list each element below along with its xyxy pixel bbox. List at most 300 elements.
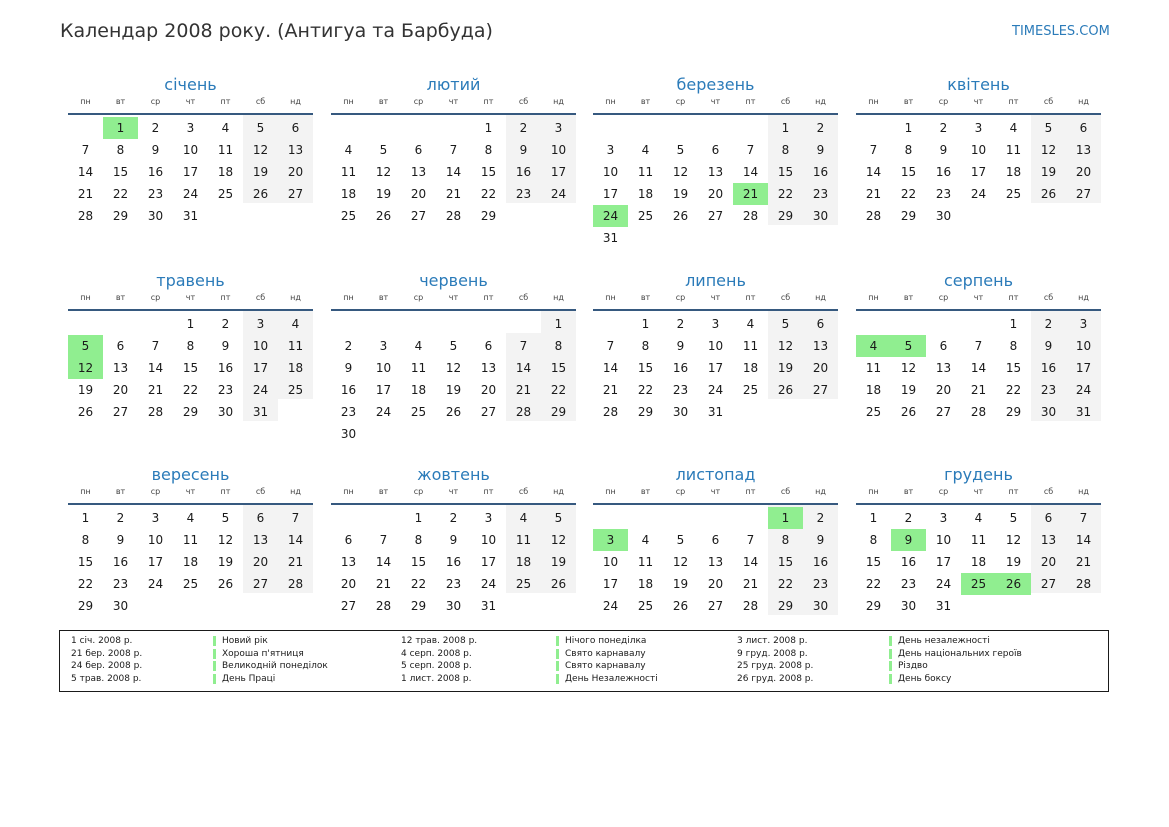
day-cell: 16 [147, 165, 164, 179]
day-cell: 12 [445, 361, 462, 375]
day-cell: 17 [935, 555, 952, 569]
day-cell: 2 [344, 339, 353, 353]
day-cell: 21 [515, 383, 532, 397]
legend-holiday-name: Свято карнавалу [556, 649, 646, 659]
weekday-header: сб [518, 97, 529, 106]
weekday-header: пн [868, 487, 879, 496]
weekday-header: ср [413, 293, 424, 302]
holiday-day-cell: 3 [593, 529, 628, 551]
header-rule [68, 113, 313, 115]
day-cell: 23 [147, 187, 164, 201]
day-cell: 28 [865, 209, 882, 223]
legend-date: 5 серп. 2008 р. [401, 661, 472, 671]
legend-holiday-name: День Незалежності [556, 674, 658, 684]
day-cell: 13 [707, 165, 724, 179]
weekday-header: ср [938, 97, 949, 106]
header-rule [856, 503, 1101, 505]
day-cell: 18 [217, 165, 234, 179]
day-cell: 3 [1079, 317, 1088, 331]
day-cell: 11 [637, 555, 654, 569]
day-cell: 23 [672, 383, 689, 397]
day-cell: 11 [515, 533, 532, 547]
day-cell: 8 [414, 533, 423, 547]
day-cell: 6 [344, 533, 353, 547]
day-cell: 24 [602, 599, 619, 613]
day-cell: 14 [602, 361, 619, 375]
day-cell: 5 [676, 143, 685, 157]
day-cell: 5 [1009, 511, 1018, 525]
weekday-header: сб [1043, 293, 1054, 302]
day-cell: 20 [707, 577, 724, 591]
day-cell: 28 [1075, 577, 1092, 591]
day-cell: 2 [816, 121, 825, 135]
day-cell: 30 [935, 209, 952, 223]
day-cell: 17 [970, 165, 987, 179]
day-cell: 27 [480, 405, 497, 419]
month-name: липень [685, 271, 746, 290]
weekday-header: пт [745, 293, 756, 302]
day-cell: 18 [865, 383, 882, 397]
day-cell: 6 [1044, 511, 1053, 525]
day-cell: 15 [112, 165, 129, 179]
day-cell: 26 [672, 209, 689, 223]
day-cell: 10 [147, 533, 164, 547]
day-cell: 30 [112, 599, 129, 613]
day-cell: 2 [449, 511, 458, 525]
day-cell: 7 [746, 533, 755, 547]
day-cell: 19 [217, 555, 234, 569]
day-cell: 27 [1075, 187, 1092, 201]
day-cell: 18 [182, 555, 199, 569]
legend-date: 24 бер. 2008 р. [71, 661, 143, 671]
day-cell: 28 [970, 405, 987, 419]
day-cell: 16 [1040, 361, 1057, 375]
day-cell: 13 [935, 361, 952, 375]
weekday-header: пт [745, 487, 756, 496]
day-cell: 19 [375, 187, 392, 201]
day-cell: 21 [287, 555, 304, 569]
day-cell: 6 [1079, 121, 1088, 135]
day-cell: 29 [777, 599, 794, 613]
day-cell: 28 [602, 405, 619, 419]
day-cell: 19 [672, 187, 689, 201]
weekday-header: сб [255, 293, 266, 302]
day-cell: 24 [375, 405, 392, 419]
day-cell: 30 [900, 599, 917, 613]
day-cell: 6 [939, 339, 948, 353]
weekday-header: нд [1078, 97, 1089, 106]
weekday-header: нд [553, 97, 564, 106]
day-cell: 26 [550, 577, 567, 591]
month-name: грудень [944, 465, 1013, 484]
weekday-header: нд [553, 487, 564, 496]
day-cell: 5 [256, 121, 265, 135]
day-cell: 16 [217, 361, 234, 375]
holiday-day-cell: 26 [996, 573, 1031, 595]
day-cell: 29 [1005, 405, 1022, 419]
day-cell: 17 [147, 555, 164, 569]
day-cell: 18 [515, 555, 532, 569]
weekday-header: вт [903, 487, 914, 496]
legend-holiday-name: День Праці [213, 674, 275, 684]
weekday-header: вт [378, 293, 389, 302]
weekday-header: пн [80, 293, 91, 302]
day-cell: 9 [816, 533, 825, 547]
day-cell: 22 [77, 577, 94, 591]
day-cell: 8 [116, 143, 125, 157]
day-cell: 14 [375, 555, 392, 569]
day-cell: 25 [217, 187, 234, 201]
weekday-header: ср [675, 293, 686, 302]
day-cell: 14 [742, 555, 759, 569]
weekday-header: нд [290, 293, 301, 302]
day-cell: 15 [865, 555, 882, 569]
day-cell: 11 [1005, 143, 1022, 157]
weekday-header: сб [255, 97, 266, 106]
day-cell: 25 [865, 405, 882, 419]
day-cell: 26 [217, 577, 234, 591]
day-cell: 19 [777, 361, 794, 375]
day-cell: 1 [554, 317, 563, 331]
day-cell: 17 [707, 361, 724, 375]
legend-holiday-name: День боксу [889, 674, 951, 684]
day-cell: 2 [151, 121, 160, 135]
day-cell: 14 [970, 361, 987, 375]
day-cell: 14 [445, 165, 462, 179]
weekday-header: нд [553, 293, 564, 302]
header-rule [856, 113, 1101, 115]
month-name: квітень [947, 75, 1010, 94]
day-cell: 10 [1075, 339, 1092, 353]
day-cell: 6 [484, 339, 493, 353]
month-block [331, 271, 576, 451]
day-cell: 18 [637, 577, 654, 591]
weekday-header: чт [448, 487, 459, 496]
day-cell: 7 [519, 339, 528, 353]
day-cell: 27 [707, 209, 724, 223]
weekday-header: вт [378, 97, 389, 106]
day-cell: 19 [445, 383, 462, 397]
day-cell: 13 [287, 143, 304, 157]
day-cell: 18 [287, 361, 304, 375]
day-cell: 15 [637, 361, 654, 375]
day-cell: 20 [812, 361, 829, 375]
day-cell: 26 [900, 405, 917, 419]
day-cell: 29 [410, 599, 427, 613]
day-cell: 24 [252, 383, 269, 397]
day-cell: 28 [742, 209, 759, 223]
header-rule [331, 503, 576, 505]
day-cell: 25 [1005, 187, 1022, 201]
day-cell: 12 [550, 533, 567, 547]
day-cell: 13 [410, 165, 427, 179]
day-cell: 8 [554, 339, 563, 353]
day-cell: 29 [480, 209, 497, 223]
day-cell: 20 [707, 187, 724, 201]
month-name: лютий [426, 75, 481, 94]
day-cell: 16 [900, 555, 917, 569]
header-rule [68, 309, 313, 311]
day-cell: 21 [77, 187, 94, 201]
day-cell: 8 [186, 339, 195, 353]
day-cell: 28 [287, 577, 304, 591]
day-cell: 16 [672, 361, 689, 375]
day-cell: 29 [550, 405, 567, 419]
day-cell: 21 [375, 577, 392, 591]
weekday-header: сб [1043, 487, 1054, 496]
day-cell: 17 [602, 187, 619, 201]
day-cell: 12 [217, 533, 234, 547]
day-cell: 24 [182, 187, 199, 201]
day-cell: 22 [550, 383, 567, 397]
day-cell: 4 [344, 143, 353, 157]
day-cell: 17 [602, 577, 619, 591]
day-cell: 3 [151, 511, 160, 525]
day-cell: 16 [812, 555, 829, 569]
day-cell: 13 [707, 555, 724, 569]
day-cell: 1 [641, 317, 650, 331]
day-cell: 13 [1040, 533, 1057, 547]
day-cell: 24 [935, 577, 952, 591]
day-cell: 2 [939, 121, 948, 135]
day-cell: 30 [812, 209, 829, 223]
day-cell: 2 [676, 317, 685, 331]
day-cell: 12 [777, 339, 794, 353]
weekday-header: пн [343, 97, 354, 106]
day-cell: 4 [1009, 121, 1018, 135]
day-cell: 3 [256, 317, 265, 331]
day-cell: 31 [252, 405, 269, 419]
weekday-header: ср [413, 97, 424, 106]
weekday-header: нд [815, 487, 826, 496]
holiday-day-cell: 25 [961, 573, 996, 595]
day-cell: 10 [970, 143, 987, 157]
month-name: жовтень [417, 465, 490, 484]
legend-holiday-name: Нічого понеділка [556, 636, 646, 646]
day-cell: 25 [637, 599, 654, 613]
day-cell: 20 [252, 555, 269, 569]
weekday-header: пн [343, 487, 354, 496]
day-cell: 13 [1075, 143, 1092, 157]
day-cell: 10 [182, 143, 199, 157]
day-cell: 28 [742, 599, 759, 613]
day-cell: 5 [676, 533, 685, 547]
day-cell: 6 [291, 121, 300, 135]
legend-date: 1 січ. 2008 р. [71, 636, 133, 646]
day-cell: 12 [900, 361, 917, 375]
weekday-header: ср [675, 97, 686, 106]
weekday-header: пт [220, 487, 231, 496]
weekday-header: пт [1008, 293, 1019, 302]
weekday-header: чт [185, 487, 196, 496]
legend-holiday-name: Різдво [889, 661, 928, 671]
day-cell: 19 [900, 383, 917, 397]
month-name: серпень [944, 271, 1013, 290]
day-cell: 1 [186, 317, 195, 331]
day-cell: 25 [515, 577, 532, 591]
day-cell: 29 [182, 405, 199, 419]
day-cell: 15 [900, 165, 917, 179]
day-cell: 17 [480, 555, 497, 569]
day-cell: 9 [816, 143, 825, 157]
day-cell: 2 [221, 317, 230, 331]
day-cell: 18 [410, 383, 427, 397]
legend-date: 21 бер. 2008 р. [71, 648, 143, 659]
month-name: листопад [675, 465, 756, 484]
day-cell: 9 [939, 143, 948, 157]
brand-link[interactable]: TIMESLES.COM [1012, 24, 1110, 39]
day-cell: 15 [777, 165, 794, 179]
day-cell: 1 [869, 511, 878, 525]
weekday-header: нд [290, 487, 301, 496]
weekday-header: нд [815, 293, 826, 302]
weekday-header: сб [1043, 97, 1054, 106]
day-cell: 25 [637, 209, 654, 223]
weekday-header: ср [413, 487, 424, 496]
day-cell: 29 [77, 599, 94, 613]
day-cell: 20 [112, 383, 129, 397]
header-rule [856, 309, 1101, 311]
day-cell: 27 [112, 405, 129, 419]
day-cell: 13 [340, 555, 357, 569]
day-cell: 11 [287, 339, 304, 353]
weekday-header: пн [605, 487, 616, 496]
legend-date: 12 трав. 2008 р. [401, 636, 478, 646]
weekday-header: вт [903, 97, 914, 106]
day-cell: 22 [777, 577, 794, 591]
day-cell: 26 [252, 187, 269, 201]
day-cell: 19 [672, 577, 689, 591]
day-cell: 8 [904, 143, 913, 157]
day-cell: 4 [186, 511, 195, 525]
day-cell: 31 [1075, 405, 1092, 419]
day-cell: 19 [1040, 165, 1057, 179]
weekday-header: сб [518, 293, 529, 302]
weekday-header: ср [150, 97, 161, 106]
header-rule [593, 113, 838, 115]
day-cell: 1 [81, 511, 90, 525]
day-cell: 26 [1040, 187, 1057, 201]
weekday-header: вт [115, 293, 126, 302]
weekday-header: вт [115, 97, 126, 106]
legend-date: 25 груд. 2008 р. [737, 661, 814, 671]
legend-date: 4 серп. 2008 р. [401, 648, 472, 659]
day-cell: 7 [291, 511, 300, 525]
weekday-header: пт [745, 97, 756, 106]
day-cell: 17 [182, 165, 199, 179]
day-cell: 4 [519, 511, 528, 525]
day-cell: 27 [410, 209, 427, 223]
day-cell: 23 [935, 187, 952, 201]
weekday-header: чт [973, 97, 984, 106]
header-rule [331, 309, 576, 311]
legend-holiday-name: Хороша п'ятниця [213, 649, 304, 659]
day-cell: 3 [711, 317, 720, 331]
day-cell: 20 [1040, 555, 1057, 569]
day-cell: 7 [974, 339, 983, 353]
day-cell: 2 [816, 511, 825, 525]
weekday-header: пн [343, 293, 354, 302]
day-cell: 30 [812, 599, 829, 613]
day-cell: 3 [379, 339, 388, 353]
weekday-header: пт [483, 293, 494, 302]
day-cell: 18 [340, 187, 357, 201]
weekday-header: сб [780, 293, 791, 302]
day-cell: 15 [550, 361, 567, 375]
day-cell: 4 [221, 121, 230, 135]
weekday-header: чт [973, 293, 984, 302]
day-cell: 11 [970, 533, 987, 547]
day-cell: 13 [252, 533, 269, 547]
day-cell: 11 [182, 533, 199, 547]
day-cell: 10 [375, 361, 392, 375]
day-cell: 20 [935, 383, 952, 397]
day-cell: 2 [116, 511, 125, 525]
day-cell: 13 [112, 361, 129, 375]
day-cell: 22 [865, 577, 882, 591]
day-cell: 27 [1040, 577, 1057, 591]
day-cell: 11 [340, 165, 357, 179]
day-cell: 24 [707, 383, 724, 397]
holiday-day-cell: 24 [593, 205, 628, 227]
day-cell: 10 [602, 555, 619, 569]
day-cell: 6 [116, 339, 125, 353]
day-cell: 3 [554, 121, 563, 135]
month-block [593, 75, 838, 255]
day-cell: 20 [410, 187, 427, 201]
weekday-header: пт [1008, 97, 1019, 106]
day-cell: 27 [340, 599, 357, 613]
day-cell: 23 [445, 577, 462, 591]
day-cell: 4 [746, 317, 755, 331]
day-cell: 27 [707, 599, 724, 613]
day-cell: 28 [515, 405, 532, 419]
day-cell: 3 [606, 143, 615, 157]
holiday-day-cell: 12 [68, 357, 103, 379]
day-cell: 25 [340, 209, 357, 223]
holiday-day-cell: 1 [768, 507, 803, 529]
weekday-header: вт [378, 487, 389, 496]
day-cell: 16 [515, 165, 532, 179]
day-cell: 12 [1005, 533, 1022, 547]
day-cell: 14 [147, 361, 164, 375]
weekday-header: пн [605, 97, 616, 106]
day-cell: 15 [480, 165, 497, 179]
day-cell: 9 [449, 533, 458, 547]
day-cell: 30 [672, 405, 689, 419]
day-cell: 14 [1075, 533, 1092, 547]
weekday-header: пт [483, 97, 494, 106]
day-cell: 3 [974, 121, 983, 135]
day-cell: 28 [445, 209, 462, 223]
day-cell: 21 [742, 577, 759, 591]
day-cell: 2 [1044, 317, 1053, 331]
day-cell: 18 [1005, 165, 1022, 179]
day-cell: 5 [781, 317, 790, 331]
holiday-legend [59, 630, 1109, 692]
day-cell: 7 [449, 143, 458, 157]
holiday-day-cell: 9 [891, 529, 926, 551]
day-cell: 22 [410, 577, 427, 591]
day-cell: 26 [672, 599, 689, 613]
legend-date: 26 груд. 2008 р. [737, 673, 814, 684]
day-cell: 20 [287, 165, 304, 179]
day-cell: 21 [865, 187, 882, 201]
day-cell: 10 [602, 165, 619, 179]
day-cell: 22 [777, 187, 794, 201]
header-rule [593, 309, 838, 311]
day-cell: 21 [445, 187, 462, 201]
